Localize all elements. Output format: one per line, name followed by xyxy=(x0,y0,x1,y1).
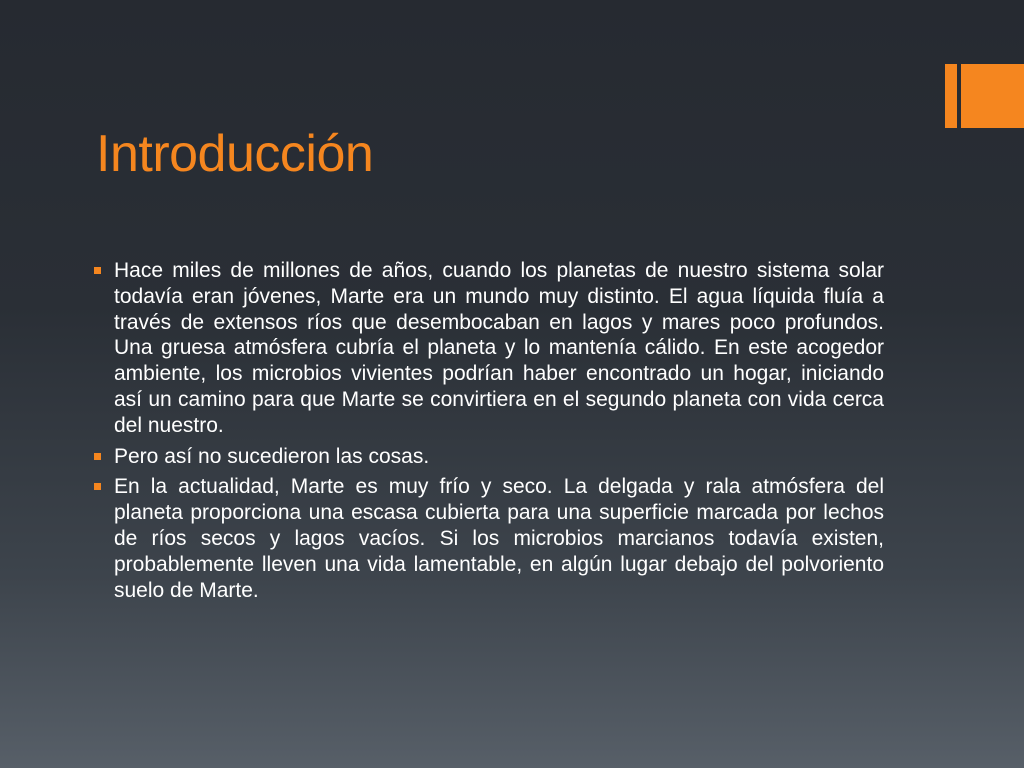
slide-title: Introducción xyxy=(96,125,374,183)
bullet-text: En la actualidad, Marte es muy frío y seco. La delgada y rala atmósfera del planeta proporciona una escasa cubierta para una superficie marcada por lechos de ríos secos y lagos vacíos. Si los microbios marcianos todavía existen, probablemente lleven una vida lamentable, en algún lugar debajo del polvoriento suelo de Marte. xyxy=(114,475,884,602)
square-bullet-icon xyxy=(94,483,101,490)
accent-bar-thin xyxy=(945,64,957,128)
bullet-item xyxy=(90,444,884,470)
bullet-text: Pero así no sucedieron las cosas. xyxy=(114,444,430,468)
accent-bar-wide xyxy=(961,64,1024,128)
bullet-item xyxy=(90,474,884,603)
square-bullet-icon xyxy=(94,267,101,274)
bullet-text: Hace miles de millones de años, cuando los planetas de nuestro sistema solar todavía eran jóvenes, Marte era un mundo muy distinto. El agua líquida fluía a través de extensos ríos que desembocaban en lagos y mares poco profundos. Una gruesa atmósfera cubría el planeta y lo mantenía cálido. En este acogedor ambiente, los microbios vivientes podrían haber encontrado un hogar, iniciando así un camino para que Marte se convirtiera en el segundo planeta con vida cerca del nuestro. xyxy=(114,259,884,437)
square-bullet-icon xyxy=(94,453,101,460)
bullet-list xyxy=(90,258,884,603)
corner-accent-decoration xyxy=(945,64,1024,128)
bullet-item xyxy=(90,258,884,439)
slide-content xyxy=(90,258,884,608)
